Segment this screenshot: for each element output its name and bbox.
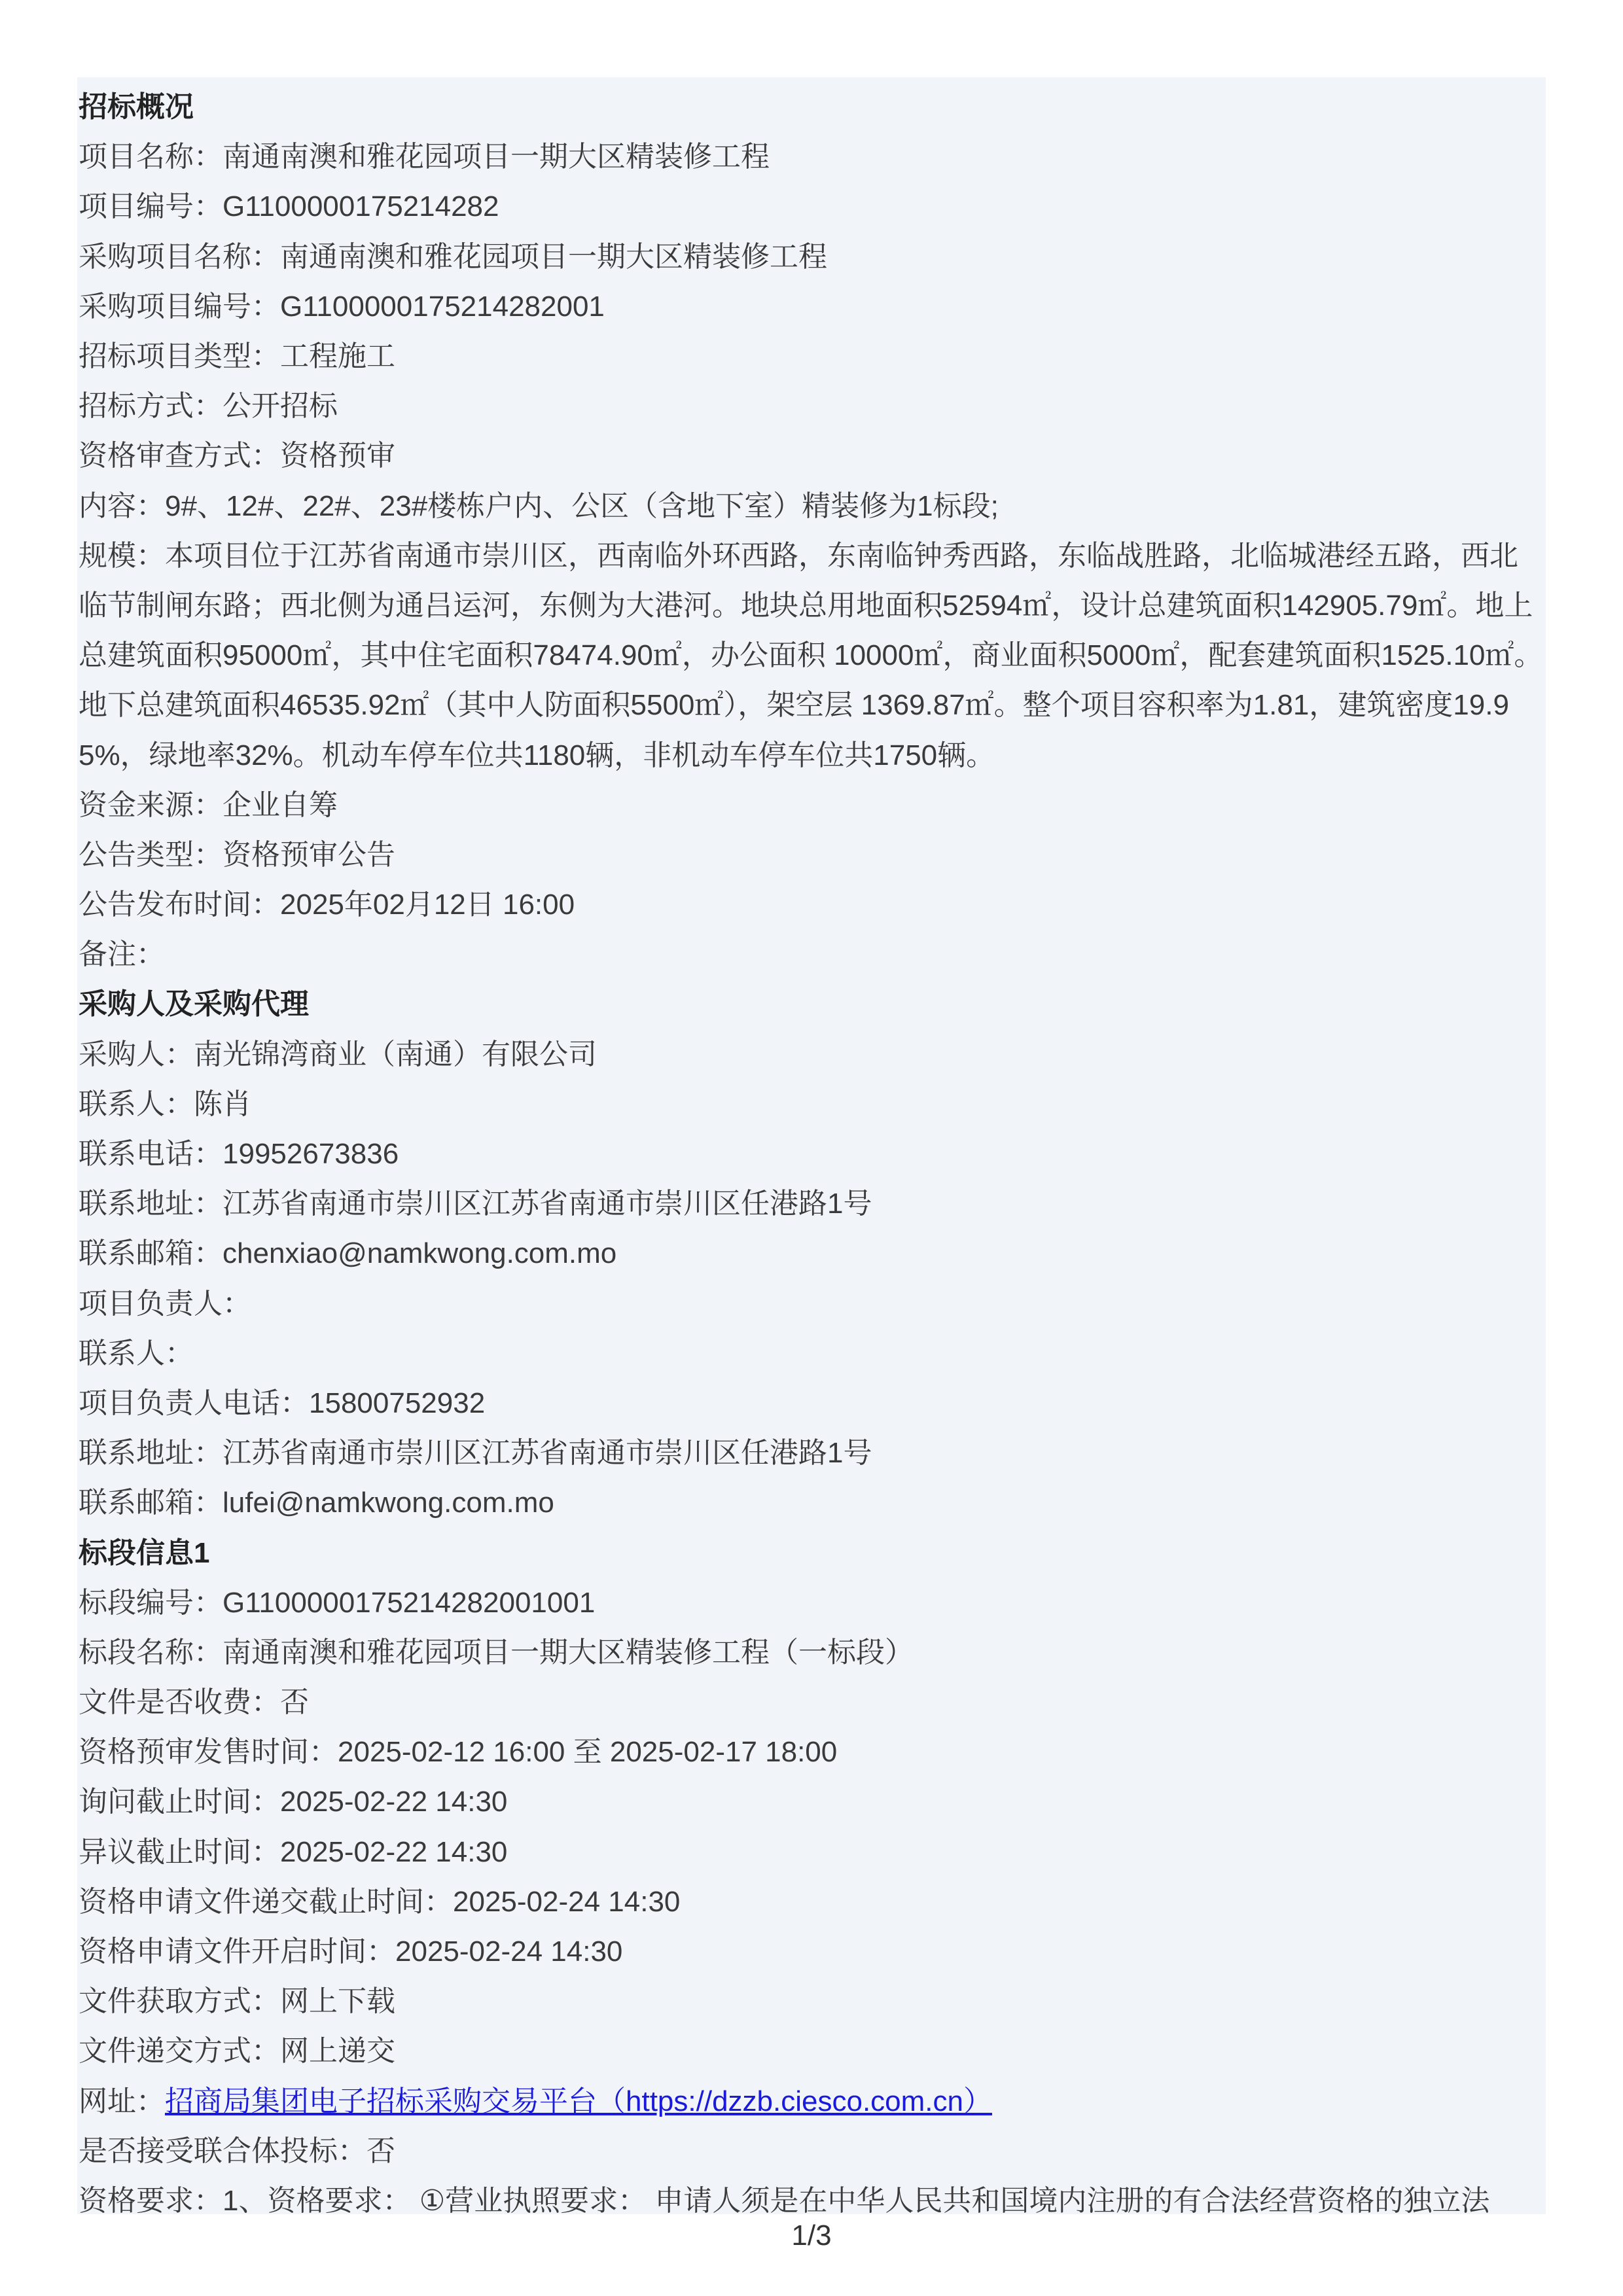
publish-time: 公告发布时间：2025年02月12日 16:00 — [79, 889, 575, 921]
section-heading-lot: 标段信息1 — [79, 1536, 210, 1569]
buyer-contact: 联系人：陈肖 — [79, 1087, 251, 1120]
obtain-method: 文件获取方式：网上下载 — [79, 1985, 395, 2018]
inquiry-deadline: 询问截止时间：2025-02-22 14:30 — [79, 1786, 508, 1818]
section-heading-overview: 招标概况 — [79, 91, 194, 123]
manager-phone: 项目负责人电话：15800752932 — [79, 1386, 486, 1419]
project-code: 项目编号：G1100000175214282 — [79, 190, 499, 223]
page-number: 1/3 — [791, 2219, 832, 2252]
buyer-name: 采购人：南光锦湾商业（南通）有限公司 — [79, 1038, 597, 1070]
submit-deadline: 资格申请文件递交截止时间：2025-02-24 14:30 — [79, 1885, 681, 1918]
notice-type: 公告类型：资格预审公告 — [79, 838, 395, 871]
funding-source: 资金来源：企业自筹 — [79, 788, 338, 821]
document-fee: 文件是否收费：否 — [79, 1686, 309, 1719]
website-label: 网址： — [79, 2085, 165, 2117]
project-type: 招标项目类型：工程施工 — [79, 340, 395, 372]
manager-address: 联系地址：江苏省南通市崇川区江苏省南通市崇川区任港路1号 — [79, 1437, 872, 1470]
buyer-address: 联系地址：江苏省南通市崇川区江苏省南通市崇川区任港路1号 — [79, 1188, 872, 1220]
website-link[interactable]: 招商局集团电子招标采购交易平台（https://dzzb.ciesco.com.cn） — [165, 2085, 992, 2117]
buyer-phone: 联系电话：19952673836 — [79, 1138, 399, 1171]
review-method: 资格审查方式：资格预审 — [79, 440, 395, 472]
project-manager: 项目负责人： — [79, 1287, 251, 1320]
tender-method: 招标方式：公开招标 — [79, 390, 338, 423]
open-time: 资格申请文件开启时间：2025-02-24 14:30 — [79, 1935, 623, 1968]
objection-deadline: 异议截止时间：2025-02-22 14:30 — [79, 1835, 508, 1868]
project-scale: 规模：本项目位于江苏省南通市崇川区，西南临外环西路，东南临钟秀西路，东临战胜路，北临城港经五路，西北临节制闸东路；西北侧为通吕运河，东侧为大港河。地块总用地面积52594㎡，设计总建筑面积142905.79㎡。地上总建筑面积95000㎡，其中住宅面积78474.90㎡，办公面积 10000㎡，商业面积5000㎡，配套建筑面积1525.10㎡。地下总建筑面积46535.92㎡（其中人防面积5500㎡），架空层 1369.87㎡。整个项目容积率为1.81，建筑密度19.95%，绿地率32%。机动车停车位共1180辆，非机动车停车位共1750辆。 — [79, 539, 1543, 771]
sale-time: 资格预审发售时间：2025-02-12 16:00 至 2025-02-17 18:00 — [79, 1736, 838, 1769]
manager-email: 联系邮箱：lufei@namkwong.com.mo — [79, 1487, 554, 1519]
purchase-code: 采购项目编号：G1100000175214282001 — [79, 290, 605, 323]
document-body — [77, 82, 1546, 2226]
section-heading-buyer: 采购人及采购代理 — [79, 988, 309, 1021]
lot-code: 标段编号：G1100000175214282001001 — [79, 1586, 596, 1619]
purchase-name: 采购项目名称：南通南澳和雅花园项目一期大区精装修工程 — [79, 240, 827, 273]
qualification-requirements: 资格要求：1、资格要求： ①营业执照要求： 申请人须是在中华人民共和国境内注册的有合法经营资格的独立法 — [79, 2184, 1490, 2217]
project-content: 内容：9#、12#、22#、23#楼栋户内、公区（含地下室）精装修为1标段; — [79, 489, 999, 522]
buyer-email: 联系邮箱：chenxiao@namkwong.com.mo — [79, 1237, 617, 1270]
consortium-allowed: 是否接受联合体投标：否 — [79, 2134, 395, 2167]
remarks: 备注： — [79, 938, 165, 971]
lot-name: 标段名称：南通南澳和雅花园项目一期大区精装修工程（一标段） — [79, 1636, 914, 1669]
manager-contact: 联系人： — [79, 1337, 194, 1369]
website-row — [77, 2077, 1546, 2127]
submit-method: 文件递交方式：网上递交 — [79, 2035, 395, 2068]
project-name: 项目名称：南通南澳和雅花园项目一期大区精装修工程 — [79, 141, 770, 173]
